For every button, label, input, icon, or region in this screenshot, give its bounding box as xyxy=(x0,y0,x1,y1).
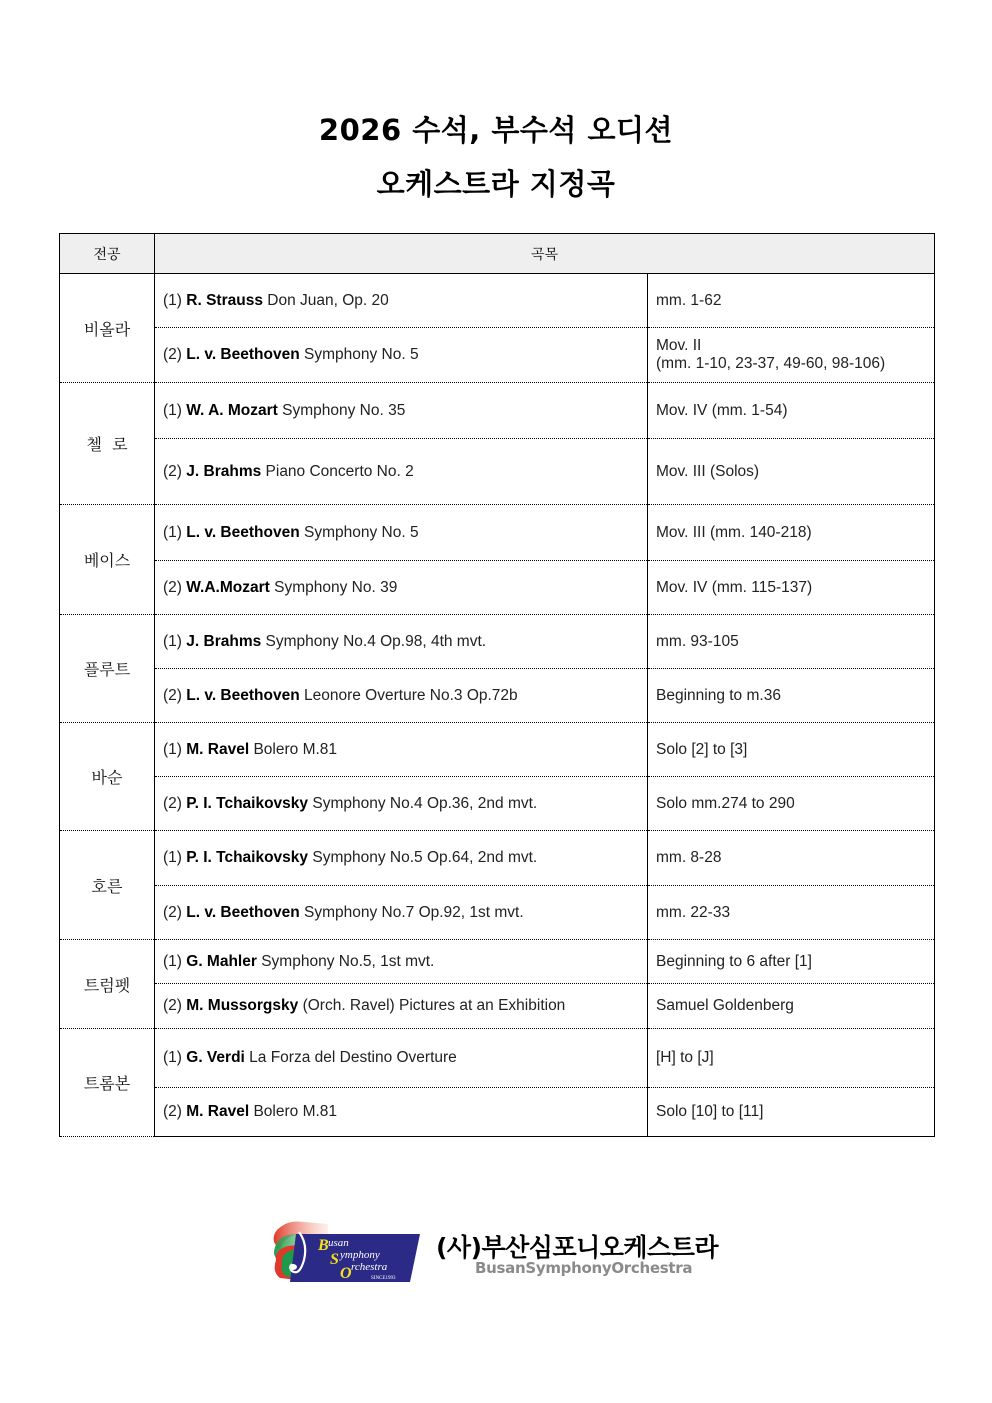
piece-cell xyxy=(155,439,648,505)
bso-logo-icon xyxy=(268,1220,420,1284)
table-row xyxy=(60,328,935,383)
item-number: (1) xyxy=(163,632,182,650)
composer: P. I. Tchaikovsky xyxy=(186,794,309,812)
part-cell: 트럼펫 xyxy=(60,940,155,1029)
excerpt-range-cell xyxy=(648,940,935,984)
part-cell: 비올라 xyxy=(60,274,155,383)
work-title: Symphony No.7 Op.92, 1st mvt. xyxy=(303,903,524,921)
item-number: (2) xyxy=(163,997,182,1014)
excerpt-range-cell xyxy=(648,886,935,940)
table-row xyxy=(60,669,935,723)
footer-logo xyxy=(268,1220,718,1286)
excerpt-range: Mov. IV (mm. 115-137) xyxy=(656,578,813,596)
work-title: Bolero M.81 xyxy=(253,1103,338,1120)
work-title: Symphony No.5 Op.64, 2nd mvt. xyxy=(312,849,538,866)
svg-text:ymphony: ymphony xyxy=(340,1249,380,1261)
item-number: (1) xyxy=(163,523,182,541)
excerpt-range: Beginning to m.36 xyxy=(656,686,781,704)
item-number: (2) xyxy=(163,462,182,480)
work-title: Symphony No. 35 xyxy=(282,401,406,419)
excerpt-range-cell xyxy=(648,383,935,439)
item-number: (1) xyxy=(163,291,182,309)
piece-cell xyxy=(155,886,648,940)
piece-cell xyxy=(155,274,648,328)
excerpt-range-cell xyxy=(648,1029,935,1088)
work-title: La Forza del Destino Overture xyxy=(249,1049,457,1066)
excerpt-range: Mov. III (mm. 140-218) xyxy=(656,523,812,541)
excerpt-range-cell xyxy=(648,561,935,615)
table-row xyxy=(60,886,935,940)
document-title-line1: 2026 수석, 부수석 오디션 xyxy=(318,113,674,147)
table-header-row xyxy=(60,234,935,274)
part-cell: 첼 로 xyxy=(60,383,155,505)
work-title: Symphony No. 5 xyxy=(303,346,419,363)
org-name-english: BusanSymphonyOrchestra xyxy=(475,1259,693,1277)
work-title: Symphony No.4 Op.36, 2nd mvt. xyxy=(312,794,538,812)
excerpt-range-cell xyxy=(648,723,935,777)
piece-cell xyxy=(155,831,648,886)
item-number: (1) xyxy=(163,740,182,758)
svg-text:rchestra: rchestra xyxy=(351,1261,388,1273)
piece-cell xyxy=(155,505,648,561)
part-cell: 호른 xyxy=(60,831,155,940)
excerpt-range-cell xyxy=(648,505,935,561)
item-number: (2) xyxy=(163,578,182,596)
excerpt-range: (mm. 1-10, 23-37, 49-60, 98-106) xyxy=(656,355,886,372)
table-row xyxy=(60,274,935,328)
item-number: (1) xyxy=(163,1049,182,1066)
excerpt-range-cell xyxy=(648,328,935,383)
work-title: Piano Concerto No. 2 xyxy=(265,462,414,480)
work-title: (Orch. Ravel) Pictures at an Exhibition xyxy=(302,997,566,1014)
work-title: Symphony No. 5 xyxy=(303,523,419,541)
item-number: (1) xyxy=(163,849,182,866)
excerpt-range: Solo [2] to [3] xyxy=(656,740,748,758)
excerpt-range-cell xyxy=(648,274,935,328)
table-row xyxy=(60,383,935,439)
excerpt-range: mm. 8-28 xyxy=(656,849,722,866)
piece-cell xyxy=(155,777,648,831)
table-row xyxy=(60,505,935,561)
svg-text:S: S xyxy=(330,1251,339,1268)
part-cell: 바순 xyxy=(60,723,155,831)
composer: J. Brahms xyxy=(186,632,262,650)
piece-cell xyxy=(155,669,648,723)
document-title-line2: 오케스트라 지정곡 xyxy=(376,167,616,201)
work-title: Symphony No.5, 1st mvt. xyxy=(261,952,435,970)
table-body xyxy=(60,274,935,1137)
item-number: (2) xyxy=(163,686,182,704)
part-cell: 트롬본 xyxy=(60,1029,155,1137)
composer: G. Mahler xyxy=(186,952,257,970)
piece-cell xyxy=(155,328,648,383)
composer: L. v. Beethoven xyxy=(186,686,300,704)
table-row xyxy=(60,439,935,505)
table-row xyxy=(60,984,935,1029)
composer: M. Mussorgsky xyxy=(186,997,299,1014)
table-row xyxy=(60,1029,935,1088)
table-row xyxy=(60,831,935,886)
item-number: (2) xyxy=(163,346,182,363)
item-number: (1) xyxy=(163,952,182,970)
composer: R. Strauss xyxy=(186,291,263,309)
piece-cell xyxy=(155,383,648,439)
svg-text:SINCE1993: SINCE1993 xyxy=(371,1276,396,1281)
table-row xyxy=(60,940,935,984)
item-number: (2) xyxy=(163,903,182,921)
header-repertoire: 곡목 xyxy=(155,234,935,274)
composer: J. Brahms xyxy=(186,462,262,480)
excerpt-range-cell xyxy=(648,831,935,886)
excerpt-range: mm. 1-62 xyxy=(656,291,722,309)
work-title: Symphony No.4 Op.98, 4th mvt. xyxy=(265,632,487,650)
excerpt-range: Mov. IV (mm. 1-54) xyxy=(656,401,788,419)
work-title: Bolero M.81 xyxy=(253,740,338,758)
work-title: Leonore Overture No.3 Op.72b xyxy=(303,686,518,704)
excerpt-range: Mov. II xyxy=(656,337,702,354)
piece-cell xyxy=(155,940,648,984)
work-title: Don Juan, Op. 20 xyxy=(267,291,389,309)
table-row xyxy=(60,561,935,615)
piece-cell xyxy=(155,984,648,1029)
item-number: (1) xyxy=(163,401,182,419)
piece-cell xyxy=(155,615,648,669)
composer: M. Ravel xyxy=(186,740,250,758)
header-major: 전공 xyxy=(60,234,155,274)
svg-text:O: O xyxy=(340,1265,352,1282)
excerpt-range: Mov. III (Solos) xyxy=(656,462,760,480)
piece-cell xyxy=(155,723,648,777)
excerpt-range: Solo mm.274 to 290 xyxy=(656,794,795,812)
excerpt-range-cell xyxy=(648,1088,935,1137)
excerpt-range-cell xyxy=(648,669,935,723)
piece-cell xyxy=(155,1029,648,1088)
item-number: (2) xyxy=(163,794,182,812)
svg-text:usan: usan xyxy=(328,1237,349,1249)
item-number: (2) xyxy=(163,1103,182,1120)
table-row xyxy=(60,723,935,777)
table-row xyxy=(60,1088,935,1137)
work-title: Symphony No. 39 xyxy=(274,578,398,596)
excerpt-range: mm. 22-33 xyxy=(656,903,731,921)
composer: L. v. Beethoven xyxy=(186,523,300,541)
part-cell: 베이스 xyxy=(60,505,155,615)
org-name-korean: (사)부산심포니오케스트라 xyxy=(436,1233,719,1262)
composer: M. Ravel xyxy=(186,1103,250,1120)
composer: W.A.Mozart xyxy=(186,578,270,596)
excerpt-range: Samuel Goldenberg xyxy=(656,997,794,1014)
svg-text:B: B xyxy=(318,1237,329,1254)
excerpt-range-cell xyxy=(648,615,935,669)
piece-cell xyxy=(155,1088,648,1137)
excerpt-range-cell xyxy=(648,984,935,1029)
excerpt-range: [H] to [J] xyxy=(656,1049,714,1066)
excerpt-range: Beginning to 6 after [1] xyxy=(656,952,812,970)
excerpt-range-cell xyxy=(648,439,935,505)
excerpt-range: Solo [10] to [11] xyxy=(656,1103,764,1120)
excerpt-range-cell xyxy=(648,777,935,831)
table-row xyxy=(60,777,935,831)
part-cell: 플루트 xyxy=(60,615,155,723)
excerpt-range: mm. 93-105 xyxy=(656,632,739,650)
composer: W. A. Mozart xyxy=(186,401,278,419)
composer: G. Verdi xyxy=(186,1049,245,1066)
composer: P. I. Tchaikovsky xyxy=(186,849,309,866)
repertoire-table xyxy=(59,233,935,1137)
piece-cell xyxy=(155,561,648,615)
composer: L. v. Beethoven xyxy=(186,903,300,921)
table-row xyxy=(60,615,935,669)
composer: L. v. Beethoven xyxy=(186,346,300,363)
